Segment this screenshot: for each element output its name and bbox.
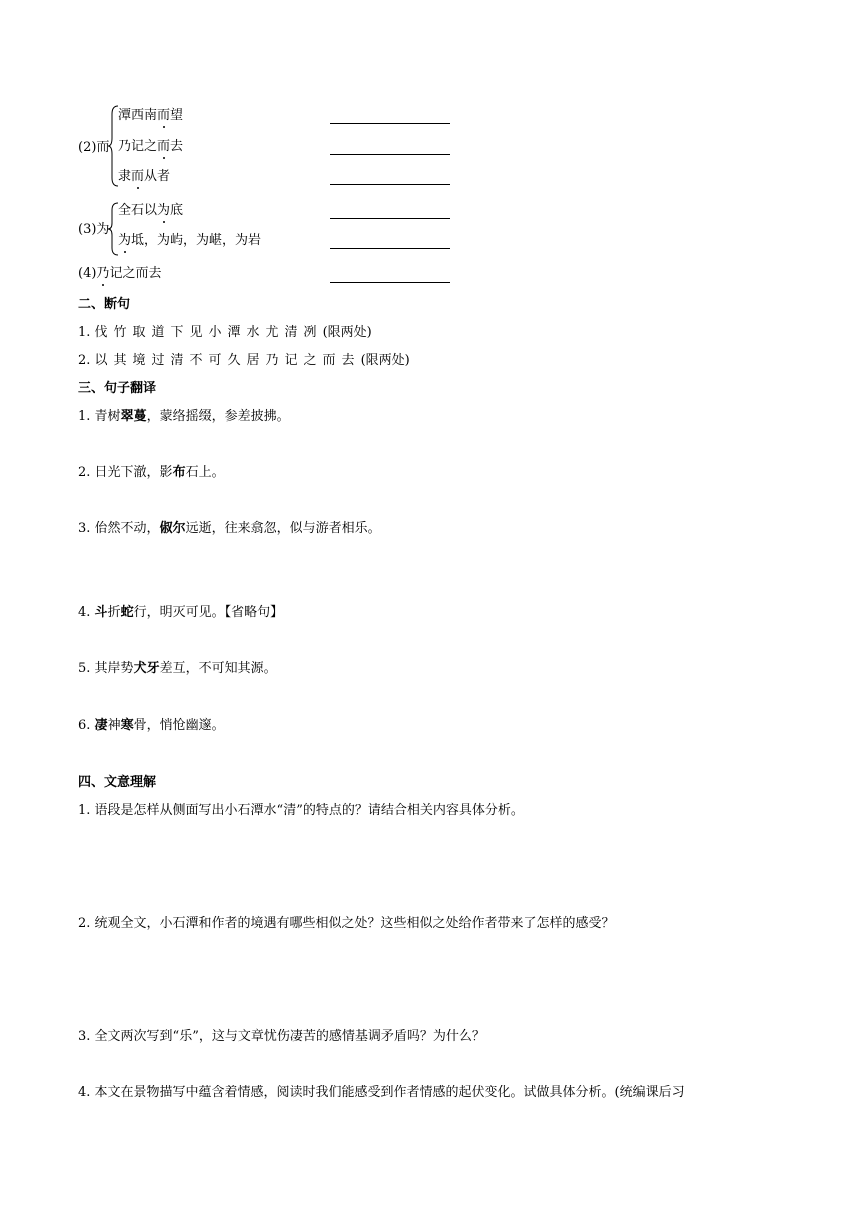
answer-blank-er-1[interactable]	[330, 123, 450, 124]
answer-blank-wei-1[interactable]	[330, 218, 450, 219]
section4-item-3: 3. 全文两次写到“乐”，这与文章忧伤凄苦的感情基调矛盾吗？为什么？	[78, 1029, 485, 1044]
vocab-er-item-3: 隶而从者	[118, 169, 171, 184]
vocab-wei-item-2: 为坻，为屿，为嵁，为岩	[118, 233, 262, 248]
section3-item-3: 3. 佁然不动，俶尔远逝，往来翕忽，似与游者相乐。	[78, 521, 381, 536]
section3-item-6: 6. 凄神寒骨，悄怆幽邃。	[78, 718, 225, 733]
section3-item-4: 4. 斗折蛇行，明灭可见。【省略句】	[78, 605, 284, 620]
answer-blank-wei-2[interactable]	[330, 248, 450, 249]
section3-heading: 三、句子翻译	[78, 381, 157, 396]
section3-item-1: 1. 青树翠蔓，蒙络摇缀，参差披拂。	[78, 409, 290, 424]
vocab-er-item-2: 乃记之而去	[118, 139, 184, 154]
answer-blank-er-3[interactable]	[330, 184, 450, 185]
section3-item-5: 5. 其岸势犬牙差互，不可知其源。	[78, 661, 277, 676]
section4-item-4: 4. 本文在景物描写中蕴含着情感，阅读时我们能感受到作者情感的起伏变化。试做具体分析。(统编课后习	[78, 1085, 685, 1100]
vocab-wei-item-1: 全石以为底	[118, 203, 184, 218]
section2-item-1: 1. 伐竹取道下见小潭水尤清冽(限两处)	[78, 325, 372, 340]
vocab-q4: (4)乃记之而去	[78, 266, 162, 281]
vocab-wei-label: (3)为	[78, 222, 110, 237]
vocab-er-label: (2)而	[78, 140, 110, 155]
answer-blank-q4[interactable]	[330, 282, 450, 283]
vocab-er-item-1: 潭西南而望	[118, 108, 184, 123]
section2-heading: 二、断句	[78, 297, 131, 312]
section4-heading: 四、文意理解	[78, 775, 157, 790]
answer-blank-er-2[interactable]	[330, 154, 450, 155]
section4-item-1: 1. 语段是怎样从侧面写出小石潭水“清”的特点的？请结合相关内容具体分析。	[78, 803, 524, 818]
section3-item-2: 2. 日光下澈，影布石上。	[78, 465, 225, 480]
section2-item-2: 2. 以其境过清不可久居乃记之而去(限两处)	[78, 353, 410, 368]
section4-item-2: 2. 统观全文，小石潭和作者的境遇有哪些相似之处？这些相似之处给作者带来了怎样的感受？	[78, 916, 615, 931]
